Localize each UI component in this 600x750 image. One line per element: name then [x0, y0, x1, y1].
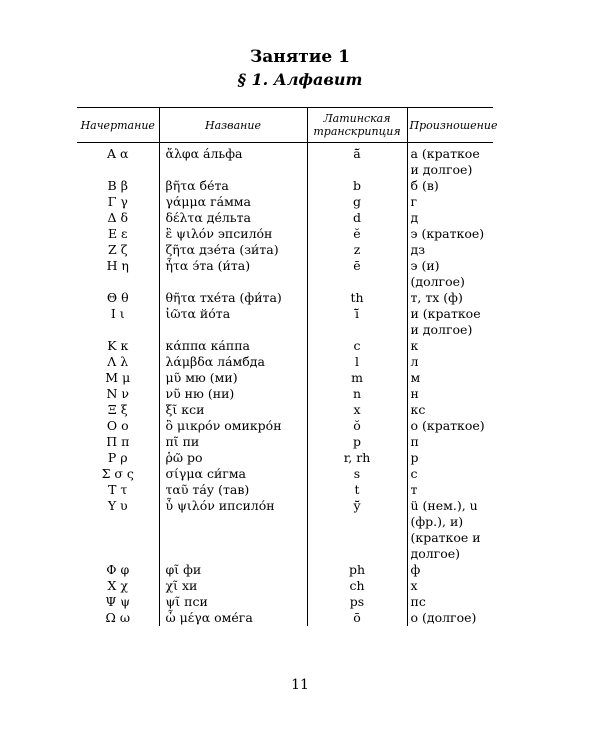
pronunciation-cell: б (в) — [407, 178, 493, 194]
transliteration-cell: ŏ — [307, 418, 407, 434]
pronunciation-cell: с — [407, 466, 493, 482]
table-row — [77, 258, 493, 290]
lesson-title: Занятие 1 — [250, 47, 350, 67]
table-row — [77, 434, 493, 450]
table-row — [77, 143, 493, 179]
name-cell: φῖ фи — [159, 562, 307, 578]
alphabet-table — [77, 107, 498, 626]
glyph-cell: Ε ε — [107, 226, 128, 241]
glyph-cell: Λ λ — [107, 354, 129, 369]
name-cell: σίγμα си́гма — [159, 466, 307, 482]
transliteration-cell: th — [307, 290, 407, 306]
glyph-cell: Ω ω — [105, 610, 131, 625]
table-row — [77, 338, 493, 354]
name-cell: δέλτα де́льта — [159, 210, 307, 226]
pronunciation-cell: т — [407, 482, 493, 498]
table-row — [77, 306, 493, 338]
transliteration-cell: x — [307, 402, 407, 418]
transliteration-cell: s — [307, 466, 407, 482]
name-cell: λάμβδα лáмбда — [159, 354, 307, 370]
transliteration-cell: ĭ̄ — [307, 306, 407, 338]
table-row — [77, 578, 493, 594]
glyph-cell: Φ φ — [106, 562, 130, 577]
pronunciation-cell: р — [407, 450, 493, 466]
glyph-cell: Σ σ ς — [101, 466, 134, 481]
pronunciation-cell: х — [407, 578, 493, 594]
transliteration-cell: ch — [307, 578, 407, 594]
name-cell: ψῖ пси — [159, 594, 307, 610]
name-cell: ξῖ кси — [159, 402, 307, 418]
name-cell: μῦ мю (ми) — [159, 370, 307, 386]
pronunciation-cell: т, тх (ф) — [407, 290, 493, 306]
table-row — [77, 290, 493, 306]
glyph-cell: Ψ ψ — [105, 594, 131, 609]
pronunciation-cell: о (долгое) — [407, 610, 493, 626]
transliteration-cell: l — [307, 354, 407, 370]
name-cell: ἦτα э́та (и́та) — [159, 258, 307, 290]
transliteration-cell: ph — [307, 562, 407, 578]
transliteration-cell: z — [307, 242, 407, 258]
glyph-cell: Μ μ — [105, 370, 131, 385]
pronunciation-cell: п — [407, 434, 493, 450]
name-cell: ἰῶτα йо́та — [159, 306, 307, 338]
table-row — [77, 498, 493, 562]
name-cell: θῆτα тхе́та (фи́та) — [159, 290, 307, 306]
glyph-cell: Θ θ — [106, 290, 129, 305]
transliteration-cell: ō — [307, 610, 407, 626]
pronunciation-cell: к — [407, 338, 493, 354]
header-name: Название — [159, 108, 307, 143]
table-row — [77, 194, 493, 210]
glyph-cell: Ξ ξ — [107, 402, 128, 417]
section-title: § 1. Алфавит — [237, 70, 363, 89]
transliteration-cell: t — [307, 482, 407, 498]
name-cell: νῦ ню (ни) — [159, 386, 307, 402]
transliteration-cell: ĕ — [307, 226, 407, 242]
name-cell: γάμμα гáмма — [159, 194, 307, 210]
name-cell: κάππα кáппа — [159, 338, 307, 354]
table-row — [77, 482, 493, 498]
pronunciation-cell: ü (нем.), u (фр.), и) (краткое и долгое) — [407, 498, 493, 562]
glyph-cell: Δ δ — [107, 210, 129, 225]
pronunciation-cell: д — [407, 210, 493, 226]
page-number: 11 — [291, 677, 309, 693]
transliteration-cell: ps — [307, 594, 407, 610]
glyph-cell: Χ χ — [107, 578, 128, 593]
header-transliteration: Латинская транскрипция — [307, 108, 407, 143]
pronunciation-cell: кс — [407, 402, 493, 418]
table-row — [77, 242, 493, 258]
glyph-cell: Τ τ — [108, 482, 128, 497]
transliteration-cell: ȳ̆ — [307, 498, 407, 562]
pronunciation-cell: г — [407, 194, 493, 210]
pronunciation-cell: л — [407, 354, 493, 370]
pronunciation-cell: дз — [407, 242, 493, 258]
name-cell: ὂ μικρόν омикро́н — [159, 418, 307, 434]
glyph-cell: Α α — [107, 146, 129, 161]
table-row — [77, 178, 493, 194]
glyph-cell: Ρ ρ — [107, 450, 128, 465]
name-cell: ῥῶ ро — [159, 450, 307, 466]
name-cell: πῖ пи — [159, 434, 307, 450]
name-cell: ταῦ тáу (тав) — [159, 482, 307, 498]
glyph-cell: Υ υ — [107, 498, 128, 513]
name-cell: ὦ μέγα оме́га — [159, 610, 307, 626]
table-row — [77, 370, 493, 386]
name-cell: ἄλφα áльфа — [159, 143, 307, 179]
header-glyph: Начертание — [77, 108, 159, 143]
name-cell: ζῆτα дзе́та (зи́та) — [159, 242, 307, 258]
name-cell: ἒ ψιλόν эпсило́н — [159, 226, 307, 242]
pronunciation-cell: э (и) (долгое) — [407, 258, 493, 290]
name-cell: χῖ хи — [159, 578, 307, 594]
glyph-cell: Γ γ — [107, 194, 128, 209]
glyph-cell: Ο ο — [106, 418, 129, 433]
transliteration-cell: c — [307, 338, 407, 354]
name-cell: ὖ ψιλόν ипсило́н — [159, 498, 307, 562]
glyph-cell: Ι ι — [110, 306, 125, 321]
name-cell: βῆτα бе́та — [159, 178, 307, 194]
table-row — [77, 402, 493, 418]
pronunciation-cell: пс — [407, 594, 493, 610]
transliteration-cell: ā̆ — [307, 143, 407, 179]
table-row — [77, 418, 493, 434]
transliteration-cell: r, rh — [307, 450, 407, 466]
transliteration-cell: ē — [307, 258, 407, 290]
glyph-cell: Κ κ — [107, 338, 129, 353]
transliteration-cell: d — [307, 210, 407, 226]
table-row — [77, 450, 493, 466]
glyph-cell: Π π — [106, 434, 130, 449]
table-row — [77, 466, 493, 482]
pronunciation-cell: о (краткое) — [407, 418, 493, 434]
transliteration-cell: b — [307, 178, 407, 194]
transliteration-cell: g — [307, 194, 407, 210]
pronunciation-cell: н — [407, 386, 493, 402]
pronunciation-cell: ф — [407, 562, 493, 578]
glyph-cell: Η η — [106, 258, 129, 273]
pronunciation-cell: и (краткое и долгое) — [407, 306, 493, 338]
transliteration-cell: n — [307, 386, 407, 402]
table-row — [77, 210, 493, 226]
header-pronunciation: Произношение — [407, 108, 493, 143]
table-row — [77, 226, 493, 242]
table-row — [77, 562, 493, 578]
table-row — [77, 610, 493, 626]
table-row — [77, 386, 493, 402]
table-row — [77, 354, 493, 370]
pronunciation-cell: э (краткое) — [407, 226, 493, 242]
pronunciation-cell: а (краткое и долгое) — [407, 143, 493, 179]
glyph-cell: Β β — [107, 178, 128, 193]
glyph-cell: Ζ ζ — [108, 242, 128, 257]
pronunciation-cell: м — [407, 370, 493, 386]
table-row — [77, 594, 493, 610]
transliteration-cell: p — [307, 434, 407, 450]
transliteration-cell: m — [307, 370, 407, 386]
glyph-cell: Ν ν — [106, 386, 129, 401]
table-header-row — [77, 108, 493, 143]
